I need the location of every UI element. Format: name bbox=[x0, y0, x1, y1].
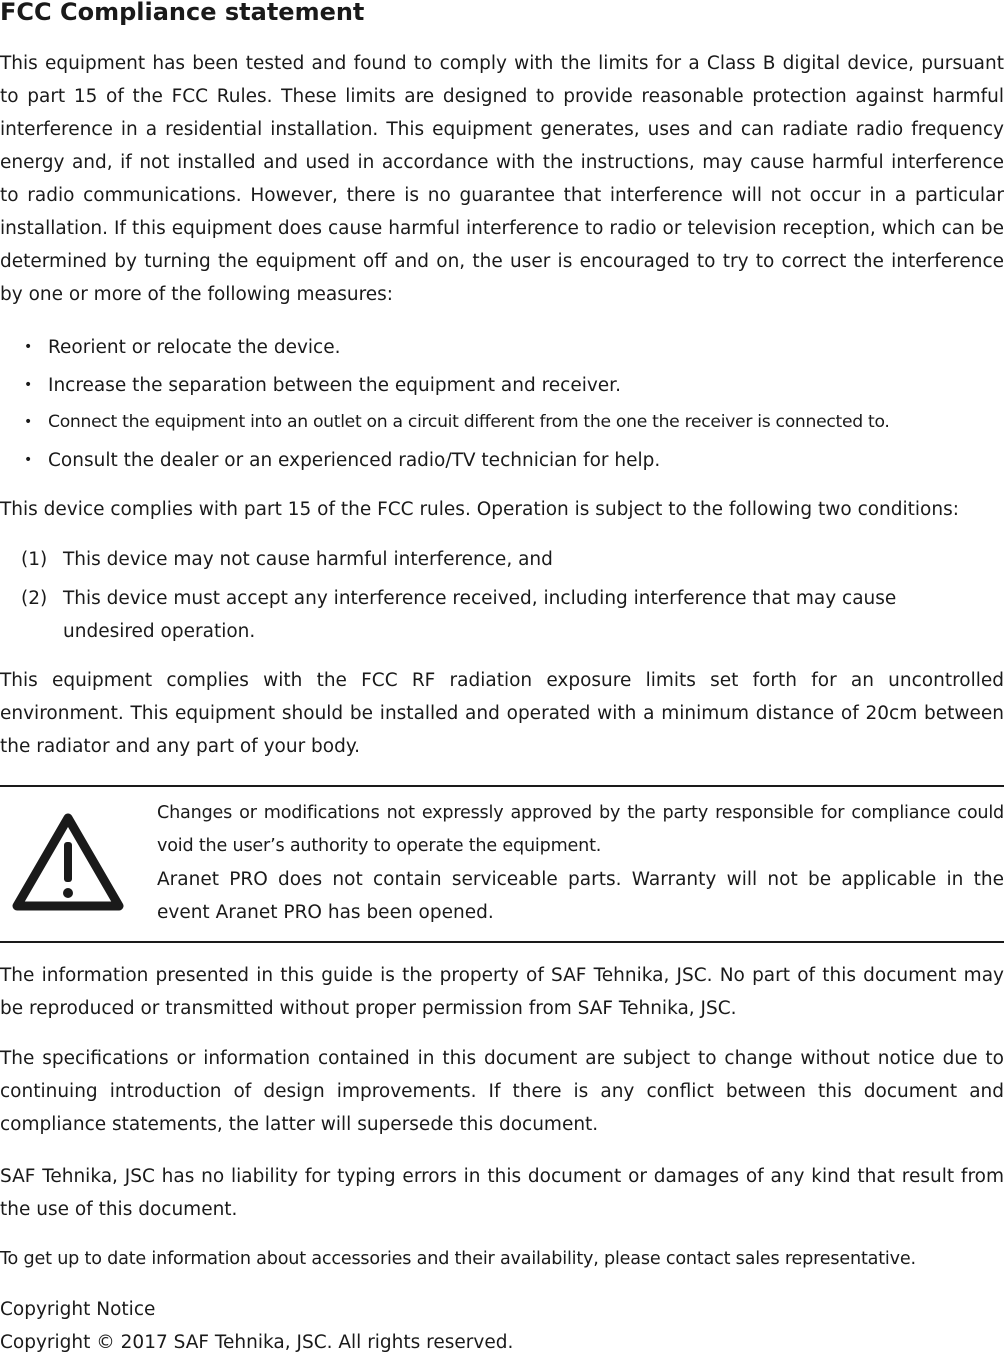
part15-paragraph: This device complies with part 15 of the FCC rules. Operation is subject to the following two conditions: bbox=[0, 499, 959, 520]
list-item bbox=[0, 543, 1004, 576]
liability-paragraph: SAF Tehnika, JSC has no liability for typing errors in this document or damages of any kind that result from the use of this document. bbox=[0, 1166, 1004, 1220]
copyright-line: Copyright © 2017 SAF Tehnika, JSC. All rights reserved. bbox=[0, 1332, 514, 1353]
property-paragraph: The information presented in this guide is the property of SAF Tehnika, JSC. No part of this document may be reproduced or transmitted without proper permission from SAF Tehnika, JSC. bbox=[0, 965, 1004, 1019]
measure-text: Reorient or relocate the device. bbox=[48, 337, 341, 358]
bullet-icon: • bbox=[24, 414, 33, 430]
divider-bottom bbox=[0, 941, 1004, 943]
intro-paragraph: This equipment has been tested and found to comply with the limits for a Class B digital device, pursuant to part 15 of the FCC Rules. These limits are designed to provide reasonable protection against harmful interference in a residential installation. This equipment generates, uses and can radiate radio frequency energy and, if not installed and used in accordance with the instructions, may cause harmful interference to radio communications. However, there is no guarantee that interference will not occur in a particular installation. If this equipment does cause harmful interference to radio or television reception, which can be determined by turning the equipment off and on, the user is encouraged to try to correct the interference by one or more of the following measures: bbox=[0, 53, 1004, 305]
bullet-icon: • bbox=[24, 376, 33, 393]
condition-text: This device may not cause harmful interference, and bbox=[63, 549, 553, 570]
condition-number: (2) bbox=[21, 588, 48, 609]
conditions-list bbox=[0, 543, 1004, 654]
warning-triangle-icon bbox=[11, 812, 125, 913]
specs-paragraph: The specifications or information contained in this document are subject to change without notice due to continuing introduction of design improvements. If there is any conflict between this document and compliance statements, the latter will supersede this document. bbox=[0, 1048, 1004, 1135]
condition-number: (1) bbox=[21, 549, 48, 570]
measure-text: Connect the equipment into an outlet on a circuit different from the one the receiver is connected to. bbox=[48, 412, 890, 432]
list-item bbox=[0, 369, 1004, 407]
warning-serviceable-text: Aranet PRO does not contain serviceable parts. Warranty will not be applicable in the event Aranet PRO has been opened. bbox=[157, 869, 1004, 923]
warning-notice bbox=[157, 797, 1004, 929]
divider-top bbox=[0, 785, 1004, 787]
accessories-paragraph: To get up to date information about accessories and their availability, please contact sales representative. bbox=[0, 1249, 916, 1269]
measures-list bbox=[0, 331, 1004, 481]
rf-exposure-paragraph: This equipment complies with the FCC RF radiation exposure limits set forth for an uncontrolled environment. This equipment should be installed and operated with a minimum distance of 20cm between the radiator and any part of your body. bbox=[0, 670, 1004, 757]
copyright-heading: Copyright Notice bbox=[0, 1299, 156, 1320]
bullet-icon: • bbox=[24, 339, 33, 355]
list-item bbox=[0, 331, 1004, 369]
measure-text: Increase the separation between the equipment and receiver. bbox=[48, 374, 621, 396]
measure-text: Consult the dealer or an experienced radio/TV technician for help. bbox=[48, 449, 661, 471]
list-item bbox=[0, 406, 1004, 444]
list-item bbox=[0, 444, 1004, 482]
bullet-icon: • bbox=[24, 451, 33, 468]
list-item bbox=[0, 582, 1004, 648]
condition-text: This device must accept any interference received, including interference that may cause undesired operation. bbox=[63, 588, 897, 642]
warning-modifications-text: Changes or modifications not expressly approved by the party responsible for compliance could void the user’s authority to operate the equipment. bbox=[157, 803, 1004, 856]
page-title: FCC Compliance statement bbox=[0, 0, 365, 26]
